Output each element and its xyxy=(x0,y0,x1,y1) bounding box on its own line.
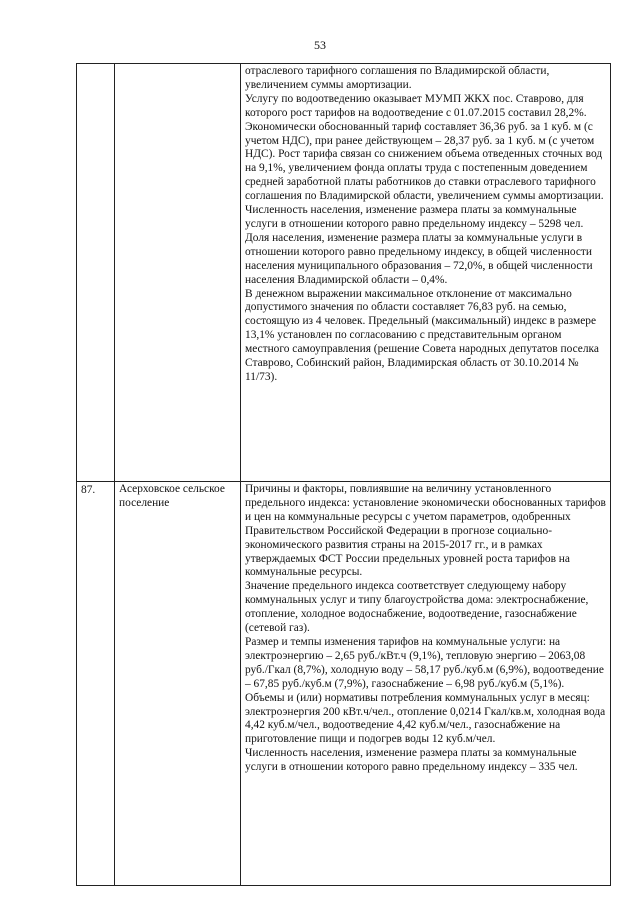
paragraph: Размер и темпы изменения тарифов на коммунальные услуги: на электроэнергию – 2,65 руб./кВт.ч (9,1%), тепловую энергию – 2063,08 руб./Гкал (8,7%), холодную воду – 58,17 руб./куб.м (6,9%), водоотведение – 67,85 руб./куб.м (7,9%), газоснабжение – 6,98 руб./куб.м (5,1%). xyxy=(245,635,604,690)
table-row xyxy=(77,482,611,886)
paragraph: Численность населения, изменение размера платы за коммунальные услуги в отношении которого равно предельному индексу – 335 чел. xyxy=(245,747,578,774)
row-number xyxy=(77,64,115,482)
row-number: 87. xyxy=(77,482,115,886)
paragraph: Значение предельного индекса соответствует следующему набору коммунальных услуг и типу благоустройства дома: электроснабжение, отопление, холодное водоснабжение, водоотведение, газоснабжение (сетевой газ). xyxy=(245,580,589,635)
table-row xyxy=(77,64,611,482)
paragraph: Причины и факторы, повлиявшие на величину установленного предельного индекса: установление экономически обоснованных тарифов и цен на коммунальные ресурсы с учетом параметров, одобренных Правительством Российской Федерации в прогнозе социально-экономического развития страны на 2015-2017 гг., и в рамках утверждаемых ФСТ России предельных уровней роста тарифов на коммунальные ресурсы. xyxy=(245,483,606,579)
page-number: 53 xyxy=(314,38,326,52)
paragraph: Доля населения, изменение размера платы за коммунальные услуги в отношении которого равно предельному индексу, в общей численности населения муниципального образования – 72,0%, в общей численности населения Владимирской области – 0,4%. xyxy=(245,231,593,286)
paragraph: Численность населения, изменение размера платы за коммунальные услуги в отношении которого равно предельному индексу – 5298 чел. xyxy=(245,204,584,230)
indices-table xyxy=(76,63,611,886)
paragraph: В денежном выражении максимальное отклонение от максимально допустимого значения по области составляет 76,83 руб. на семью, состоящую из 4 человек. Предельный (максимальный) индекс в размере 13,1% установлен по согласованию с представительным органом местного самоуправления (решение Совета народных депутатов поселка Ставрово, Собинский район, Владимирская область от 30.10.2014 № 11/73). xyxy=(245,287,599,383)
description-cell xyxy=(241,482,611,886)
paragraph: Услугу по водоотведению оказывает МУМП ЖКХ пос. Ставрово, для которого рост тарифов на водоотведение с 01.07.2015 составил 28,2%. Экономически обоснованный тариф составляет 36,36 руб. за 1 куб. м (с учетом НДС), при ранее действующем – 28,37 руб. за 1 куб. м (с учетом НДС). Рост тарифа связан со снижением объема отведенных сточных вод на 9,1%, увеличением фонда оплаты труда с постепенным доведением средней заработной платы работников до ставки отраслевого тарифного соглашения по Владимирской области, увеличением суммы амортизации. xyxy=(245,92,604,203)
description-cell xyxy=(241,64,611,482)
paragraph: отраслевого тарифного соглашения по Владимирской области, увеличением суммы амортизации. xyxy=(245,65,550,91)
municipality-name xyxy=(115,64,241,482)
paragraph: Объемы и (или) нормативы потребления коммунальных услуг в месяц: электроэнергия 200 кВт.ч/чел., отопление 0,0214 Гкал/кв.м, холодная вода 4,42 куб.м/чел., водоотведение 4,42 куб.м/чел., газоснабжение на приготовление пищи и подогрев воды 12 куб.м/чел. xyxy=(245,691,606,746)
municipality-name: Асерховское сельское поселение xyxy=(115,482,241,886)
